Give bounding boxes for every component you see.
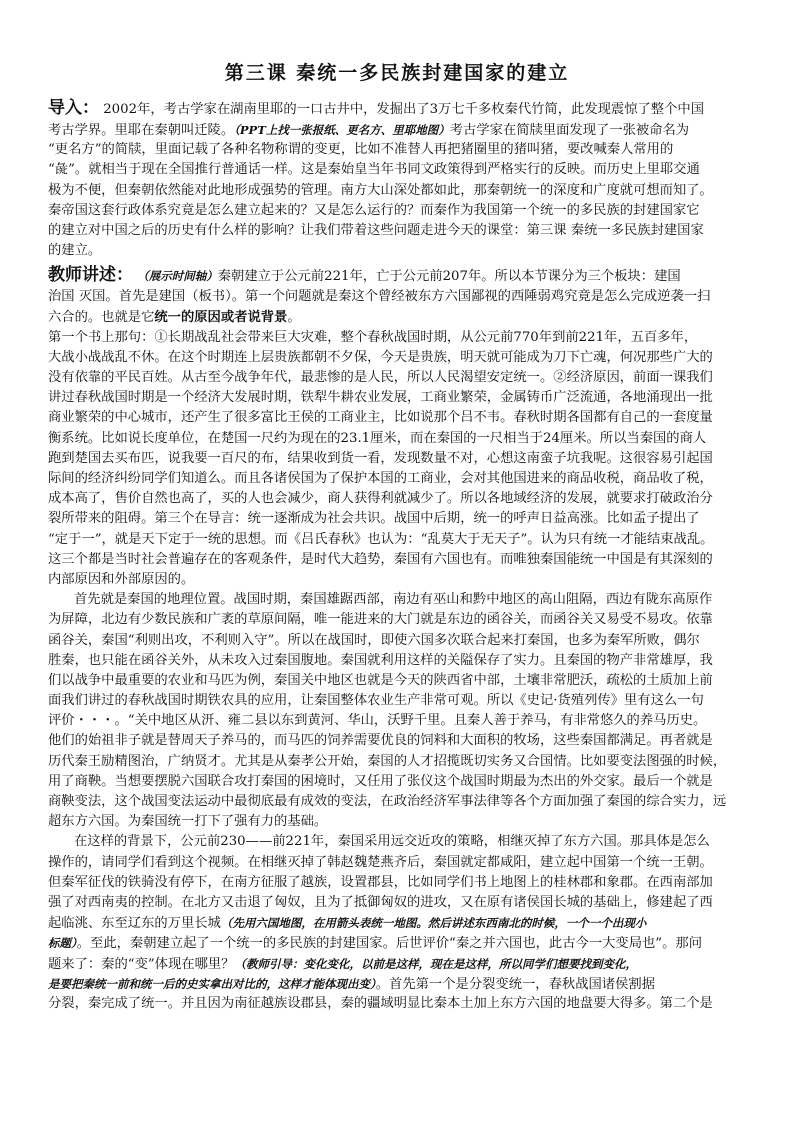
text-line bbox=[48, 711, 750, 731]
text-segment: 们以战争中最重要的农业和马匹为例，秦国关中地区也就是今天的陕西省中部，土壤非常肥沃，疏松的土质加上前 bbox=[48, 672, 713, 688]
text-line bbox=[48, 449, 750, 469]
text-segment: 2002年，考古学家在湖南里耶的一口古井中，发掘出了3万七千多枚秦代竹简，此发现震惊了整个中国 bbox=[99, 102, 704, 117]
text-line bbox=[48, 853, 750, 873]
text-line bbox=[48, 201, 750, 221]
text-line bbox=[48, 348, 750, 368]
text-line bbox=[48, 469, 750, 489]
text-segment: 面我们讲过的春秋战国时期铁农具的应用，让秦国整体农业生产非常可观。所以《史记·货殖列传》里有这么一句 bbox=[48, 693, 704, 709]
text-line bbox=[48, 873, 750, 893]
text-line bbox=[48, 509, 750, 529]
text-line bbox=[48, 772, 750, 792]
text-segment: “更名方”的简牍，里面记载了各种名物称谓的变更，比如不准替人再把猪圈里的猪叫猪，要改喊秦人常用的 bbox=[48, 142, 674, 158]
text-segment: 但秦军征伐的铁骑没有停下，在南方征服了越族，设置郡县，比如同学们书上地图上的桂林郡和象郡。在西南部加 bbox=[48, 874, 713, 890]
text-segment: 评价・・・。“关中地区从汧、雍二县以东到黄河、华山，沃野千里。且秦人善于养马，有非常悠久的养马历史。 bbox=[48, 713, 707, 729]
text-line bbox=[48, 263, 750, 287]
text-line bbox=[48, 160, 750, 180]
text-segment: 题来了：秦的“变”体现在哪里？ bbox=[48, 956, 235, 972]
text-line bbox=[48, 610, 750, 630]
text-line bbox=[48, 792, 750, 812]
text-segment: 商业繁荣的中心城市，还产生了很多富比王侯的工商业主，比如说那个吕不韦。春秋时期各国都有自己的一套度量 bbox=[48, 410, 713, 426]
text-segment: 他们的始祖非子就是替周天子养马的，而马匹的饲养需要优良的饲料和大面积的牧场，这些秦国都满足。再者就是 bbox=[48, 733, 713, 749]
section-label: 教师讲述： bbox=[48, 265, 133, 286]
text-line bbox=[48, 140, 750, 160]
text-segment: 分裂，秦完成了统一。并且因为南征越族设郡县，秦的疆域明显比秦本土加上东方六国的地盘要大得多。第二个是 bbox=[48, 995, 713, 1011]
text-segment: 没有依靠的平民百姓。从古至今战争年代，最悲惨的是人民，所以人民渴望安定统一。②经济原因，前面一课我们 bbox=[48, 370, 713, 386]
text-segment: 衡系统。比如说长度单位，在楚国一尺约为现在的23.1厘米，而在秦国的一尺相当于24厘米。所以当秦国的商人 bbox=[48, 430, 707, 446]
stage-note: （PPT上找一张报纸、更名方、里耶地图） bbox=[234, 123, 450, 137]
text-segment: 为屏障，北边有少数民族和广袤的草原间隔，唯一能进来的大门就是东边的函谷关，而函谷关又易受不易攻。依靠 bbox=[48, 612, 713, 628]
text-line bbox=[48, 691, 750, 711]
text-line bbox=[48, 974, 750, 994]
text-segment: 际间的经济纠纷同学们知道么。而且各诸侯国为了保护本国的工商业，会对其他国进来的商品收税，商品收了税， bbox=[48, 471, 713, 486]
text-segment: 。至此，秦朝建立起了一个统一的多民族的封建国家。后世评价“秦之并六国也，此古今一大变局也”。那问 bbox=[76, 936, 703, 952]
text-segment: 治国 灭国。首先是建国（板书）。第一个问题就是秦这个曾经被东方六国鄙视的西陲弱鸡究竟是怎么完成逆袭一扫 bbox=[48, 289, 711, 305]
text-segment: 商鞅变法，这个战国变法运动中最彻底最有成效的变法，在政治经济军事法律等各个方面加强了秦国的综合实力，远 bbox=[48, 794, 727, 809]
text-line bbox=[48, 590, 750, 610]
text-segment: 裂所带来的阻碍。第三个在导言：统一逐渐成为社会共识。战国中后期，统一的呼声日益高涨。比如孟子提出了 bbox=[48, 511, 700, 527]
text-segment: 操作的，请同学们看到这个视频。在相继灭掉了韩赵魏楚燕齐后，秦国就定都咸阳，建立起中国第一个统一王朝。 bbox=[48, 854, 713, 870]
text-segment: 在这样的背景下，公元前230——前221年，秦国采用远交近攻的策略，相继灭掉了东方六国。那具体是怎么 bbox=[74, 834, 710, 850]
text-segment: 历代秦王励精图治，广纳贤才。尤其是从秦孝公开始，秦国的人才招揽既切实务又合国情。比如要变法图强的时候， bbox=[48, 753, 727, 769]
text-line bbox=[48, 221, 750, 241]
text-line bbox=[48, 671, 750, 691]
text-segment: 的建立对中国之后的历史有什么样的影响？让我们带着这些问题走进今天的课堂：第三课 秦统一多民族封建国家 bbox=[48, 222, 704, 238]
text-line bbox=[48, 570, 750, 590]
text-segment: 统一的原因或者说背景 bbox=[154, 309, 288, 325]
text-line bbox=[48, 994, 750, 1014]
text-line bbox=[48, 408, 750, 428]
text-segment: 第一个书上那句：①长期战乱社会带来巨大灾难，整个春秋战国时期，从公元前770年到前221年，五百多年， bbox=[48, 329, 698, 345]
text-line bbox=[48, 752, 750, 772]
text-segment: 用了商鞅。当想要摆脱六国联合攻打秦国的困境时，又任用了张仪这个战国时期最为杰出的外交家。最后一个就是 bbox=[48, 773, 713, 789]
text-line bbox=[48, 388, 750, 408]
text-segment: 这三个都是当时社会普遍存在的客观条件，是时代大趋势，秦国有六国也有。而唯独秦国能统一中国是有其深刻的 bbox=[48, 551, 713, 567]
text-line bbox=[48, 893, 750, 913]
text-segment: 大战小战战乱不休。在这个时期连上层贵族都朝不夕保，今天是贵族，明天就可能成为刀下亡魂，何况那些广大的 bbox=[48, 349, 713, 365]
text-segment: 考古学界。里耶在秦朝叫迁陵。 bbox=[48, 123, 235, 138]
text-segment: 成本高了，售价自然也高了，买的人也会减少，商人获得利就减少了。所以各地域经济的发展，就要求打破政治分 bbox=[48, 491, 713, 507]
text-line bbox=[48, 731, 750, 751]
text-line bbox=[48, 631, 750, 651]
text-segment: “定于一”，就是天下定于一统的思想。而《吕氏春秋》也认为：“乱莫大于无天子”。认为只有统一才能结束战乱。 bbox=[48, 531, 714, 547]
text-line bbox=[48, 812, 750, 832]
text-line bbox=[48, 328, 750, 348]
text-segment: 首先就是秦国的地理位置。战国时期，秦国雄踞西部，南边有巫山和黔中地区的高山阻隔，西边有陇东高原作 bbox=[74, 592, 713, 608]
text-segment: 起临洮、东至辽东的万里长城 bbox=[48, 916, 221, 932]
stage-note: （展示时间轴） bbox=[137, 269, 218, 284]
text-segment: 的建立。 bbox=[48, 243, 102, 259]
text-segment: 考古学家在简牍里面发现了一张被命名为 bbox=[449, 123, 690, 138]
stage-note: （教师引导：变化变化，以前是这样，现在是这样，所以同学们想要找到变化， bbox=[234, 956, 637, 971]
text-line bbox=[48, 489, 750, 509]
text-segment: “彘”。就相当于现在全国推行普通话一样。这是秦始皇当年书同文政策得到严格实行的反映。而历史上里耶交通 bbox=[48, 162, 700, 178]
text-line bbox=[48, 181, 750, 201]
text-segment: 。 bbox=[287, 309, 301, 325]
text-line bbox=[48, 530, 750, 550]
text-segment: 内部原因和外部原因的。 bbox=[48, 571, 195, 587]
text-line bbox=[48, 308, 750, 328]
text-segment: 。首先第一个是分裂变统一，春秋战国诸侯割据 bbox=[375, 976, 655, 992]
stage-note: 是要把秦统一前和统一后的史实拿出对比的，这样才能体现出变） bbox=[48, 976, 376, 991]
stage-note: 标题） bbox=[48, 936, 77, 951]
text-segment: 讲过春秋战国时期是一个经济大发展时期，铁犁牛耕农业发展，工商业繁荣，金属铸币广泛流通，各地涌现出一批 bbox=[48, 390, 713, 406]
text-segment: 秦朝建立于公元前221年，亡于公元前207年。所以本节课分为三个板块：建国 bbox=[217, 269, 681, 285]
document-body bbox=[48, 94, 750, 1014]
text-line bbox=[48, 954, 750, 974]
text-line bbox=[48, 933, 750, 953]
text-line bbox=[48, 120, 750, 140]
text-segment: 胜秦，也只能在函谷关外，从未攻入过秦国腹地。秦国就利用这样的关隘保存了实力。且秦国的物产非常雄厚，我 bbox=[48, 652, 713, 668]
text-line bbox=[48, 550, 750, 570]
text-line bbox=[48, 287, 750, 307]
text-segment: 跑到楚国去买布匹，说我要一百尺的布，结果收到货一看，发现数量不对，心想这南蛮子坑我呢。这很容易引起国 bbox=[48, 450, 713, 466]
stage-note: （先用六国地图，在用箭头表统一地图。然后讲述东西南北的时候，一个一个出现小 bbox=[220, 916, 647, 931]
text-segment: 强了对西南夷的控制。在北方又击退了匈奴，且为了抵御匈奴的进攻，又在原有诸侯国长城的基础上，修建起了西 bbox=[48, 894, 713, 910]
text-line bbox=[48, 651, 750, 671]
lesson-title: 第三课 秦统一多民族封建国家的建立 bbox=[224, 62, 570, 84]
text-line bbox=[48, 832, 750, 852]
text-line bbox=[48, 96, 750, 120]
section-label: 导入： bbox=[48, 98, 99, 118]
text-segment: 极为不便，但秦朝依然能对此地形成强势的管理。南方大山深处都如此，那秦朝统一的深度和广度就可想而知了。 bbox=[48, 182, 713, 198]
text-segment: 六合的。也就是它 bbox=[48, 309, 155, 325]
text-segment: 超东方六国。为秦国统一打下了强有力的基础。 bbox=[48, 814, 328, 830]
text-line bbox=[48, 429, 750, 449]
text-line bbox=[48, 368, 750, 388]
text-segment: 函谷关，秦国“利则出攻，不利则入守”。所以在战国时，即使六国多次联合起来打秦国，也多为秦军所败，偶尔 bbox=[48, 632, 700, 648]
text-line bbox=[48, 913, 750, 933]
text-line bbox=[48, 241, 750, 261]
text-segment: 秦帝国这套行政体系究竟是怎么建立起来的？又是怎么运行的？而秦作为我国第一个统一的多民族的封建国家它 bbox=[48, 202, 700, 218]
